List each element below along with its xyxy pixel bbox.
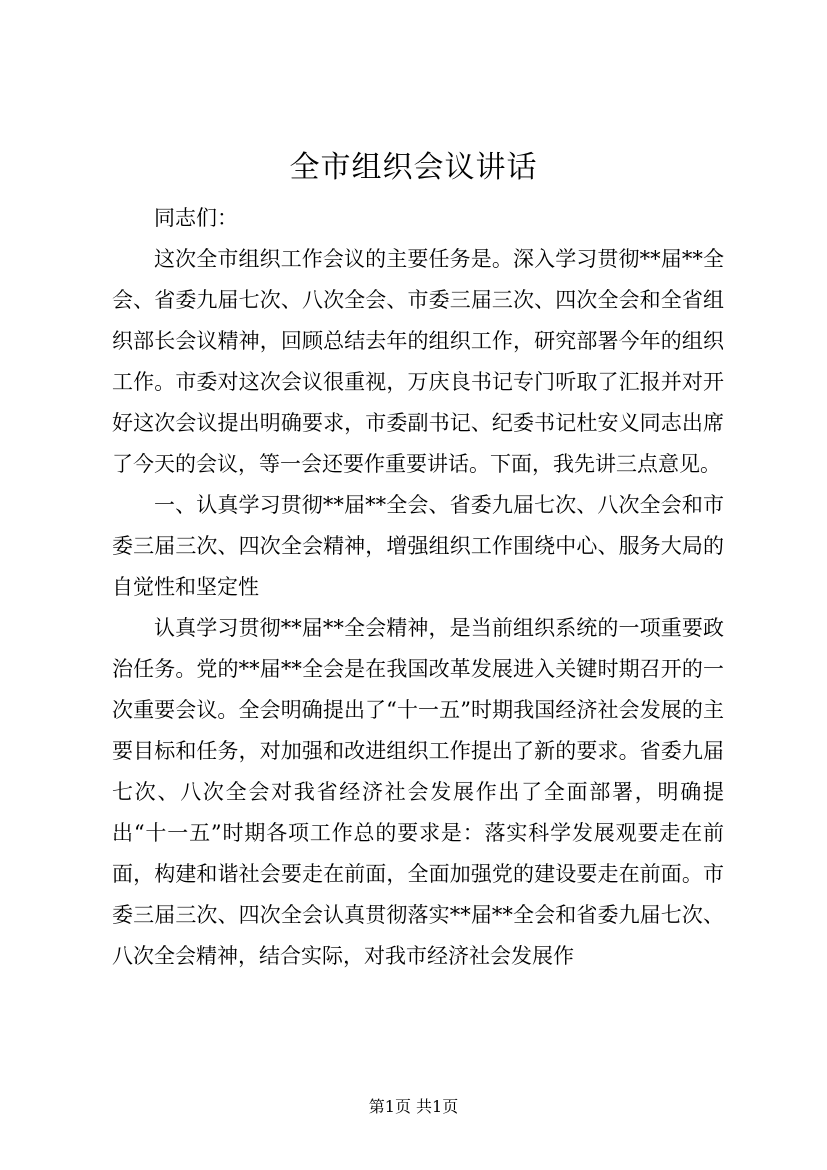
- paragraph-intro: 这次全市组织工作会议的主要任务是。深入学习贯彻**届**全会、省委九届七次、八次全会、市委三届三次、四次全会和全省组织部长会议精神，回顾总结去年的组织工作，研究部署今年的组织工作。市委对这次会议很重视，万庆良书记专门听取了汇报并对开好这次会议提出明确要求，市委副书记、纪委书记杜安义同志出席了今天的会议，等一会还要作重要讲话。下面，我先讲三点意见。: [112, 247, 724, 476]
- salutation: 同志们：: [154, 206, 238, 230]
- section-heading-1: 一、认真学习贯彻**届**全会、省委九届七次、八次全会和市委三届三次、四次全会精神，增强组织工作围绕中心、服务大局的自觉性和坚定性: [112, 493, 724, 599]
- page-footer: 第1页 共1页: [368, 1097, 459, 1116]
- document-body: [112, 198, 724, 977]
- page-title: 全市组织会议讲话: [289, 150, 538, 185]
- paragraph-section-1: 认真学习贯彻**届**全会精神，是当前组织系统的一项重要政治任务。党的**届**全会是在我国改革发展进入关键时期召开的一次重要会议。全会明确提出了“十一五”时期我国经济社会发展的主要目标和任务，对加强和改进组织工作提出了新的要求。省委九届七次、八次全会对我省经济社会发展作出了全面部署，明确提出“十一五”时期各项工作总的要求是：落实科学发展观要走在前面，构建和谐社会要走在前面，全面加强党的建设要走在前面。市委三届三次、四次全会认真贯彻落实**届**全会和省委九届七次、八次全会精神，结合实际，对我市经济社会发展作: [112, 616, 724, 968]
